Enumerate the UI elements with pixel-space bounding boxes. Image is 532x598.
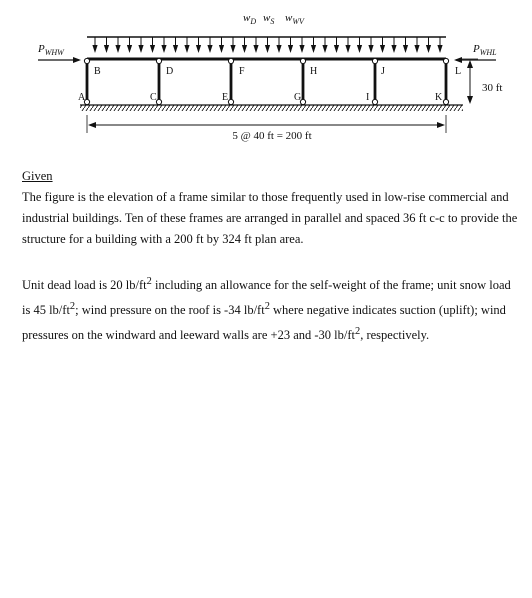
beam-node-B: B <box>94 66 101 77</box>
given-paragraph-2: Unit dead load is 20 $lb/ft^2$ including an allowance for the self-weight of the frame; unit snow load is 45 $lb/ft^2$; wind pressure on the roof is -34 $lb/ft^2$ where negative indicates suction (uplift); wind pressures on the windward and leeward walls are +23 and -30 $lb/ft^2$, respectively. <box>22 276 511 343</box>
given-paragraph-1: The figure is the elevation of a frame similar to those frequently used in low-rise commercial and industrial buildings. Ten of these frames are arranged in parallel and spaced 36 ft c-c to provide the structure for a building with a 200 ft by 324 ft plan area. <box>22 190 518 246</box>
beam-node-F: F <box>239 66 245 77</box>
distributed-load-arrows <box>92 37 442 53</box>
beam-node-D: D <box>166 66 174 77</box>
svg-text:PWHL: $P_{WHL}$ <box>473 43 497 57</box>
windward-wind-label <box>37 43 81 63</box>
beam-node-L: L <box>455 66 462 77</box>
svg-text:PWHW: $P_{WHW}$ <box>38 43 64 57</box>
beam-node-J: J <box>381 66 385 77</box>
base-node-G: G <box>294 92 302 103</box>
svg-text:wD: $w_D$ <box>243 12 257 26</box>
frame-elevation-figure <box>0 0 532 160</box>
columns <box>84 58 448 104</box>
svg-text:wS: $w_S$ <box>263 12 275 26</box>
base-node-C: C <box>150 92 157 103</box>
span-label: 5 @ 40 ft = 200 ft <box>232 130 312 142</box>
node-labels <box>78 66 461 103</box>
height-dimension <box>462 59 502 104</box>
svg-text:wWV: $w_{WV}$ <box>285 12 304 26</box>
ground-hatch <box>80 105 463 111</box>
base-node-I: I <box>366 92 370 103</box>
height-label: 30 ft <box>482 82 503 94</box>
given-heading: Given <box>22 169 53 183</box>
leeward-wind-label <box>454 43 497 63</box>
given-section <box>22 166 518 346</box>
load-labels <box>243 12 305 26</box>
span-dimension <box>87 115 446 142</box>
base-node-K: K <box>435 92 443 103</box>
base-node-E: E <box>222 92 229 103</box>
base-node-A: A <box>78 92 86 103</box>
beam-node-H: H <box>310 66 318 77</box>
